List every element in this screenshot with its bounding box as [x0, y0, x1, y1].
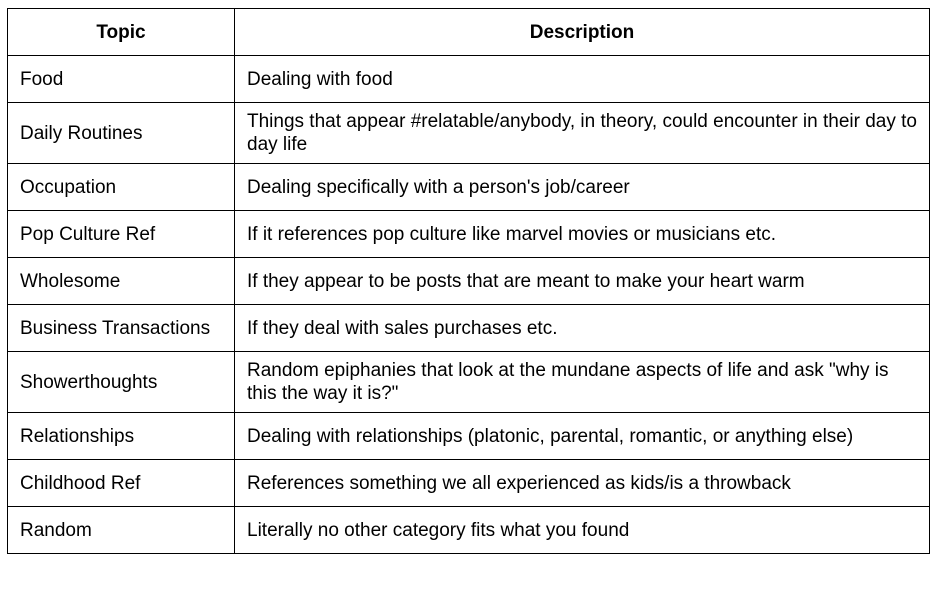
topic-cell: Occupation — [8, 164, 235, 211]
topic-description-table — [7, 8, 930, 554]
topic-cell: Wholesome — [8, 258, 235, 305]
table-row — [8, 164, 930, 211]
description-cell: Literally no other category fits what you found — [235, 507, 930, 554]
topic-column-header: Topic — [8, 9, 235, 56]
table-row — [8, 460, 930, 507]
description-column-header: Description — [235, 9, 930, 56]
topic-cell: Pop Culture Ref — [8, 211, 235, 258]
description-cell: If it references pop culture like marvel movies or musicians etc. — [235, 211, 930, 258]
topic-cell: Random — [8, 507, 235, 554]
table-row — [8, 413, 930, 460]
table-row — [8, 507, 930, 554]
description-cell: If they deal with sales purchases etc. — [235, 305, 930, 352]
description-cell: References something we all experienced as kids/is a throwback — [235, 460, 930, 507]
topic-cell: Food — [8, 56, 235, 103]
topic-cell: Daily Routines — [8, 103, 235, 164]
topic-cell: Childhood Ref — [8, 460, 235, 507]
description-cell: Dealing with food — [235, 56, 930, 103]
topic-cell: Showerthoughts — [8, 352, 235, 413]
table-row — [8, 56, 930, 103]
description-cell: Things that appear #relatable/anybody, in theory, could encounter in their day to day life — [235, 103, 930, 164]
description-cell: Dealing with relationships (platonic, parental, romantic, or anything else) — [235, 413, 930, 460]
table-row — [8, 305, 930, 352]
description-cell: Dealing specifically with a person's job/career — [235, 164, 930, 211]
topic-cell: Business Transactions — [8, 305, 235, 352]
table-row — [8, 352, 930, 413]
description-cell: If they appear to be posts that are meant to make your heart warm — [235, 258, 930, 305]
topic-cell: Relationships — [8, 413, 235, 460]
table-row — [8, 211, 930, 258]
description-cell: Random epiphanies that look at the mundane aspects of life and ask "why is this the way it is?" — [235, 352, 930, 413]
table-row — [8, 103, 930, 164]
table-row — [8, 258, 930, 305]
header-row — [8, 9, 930, 56]
